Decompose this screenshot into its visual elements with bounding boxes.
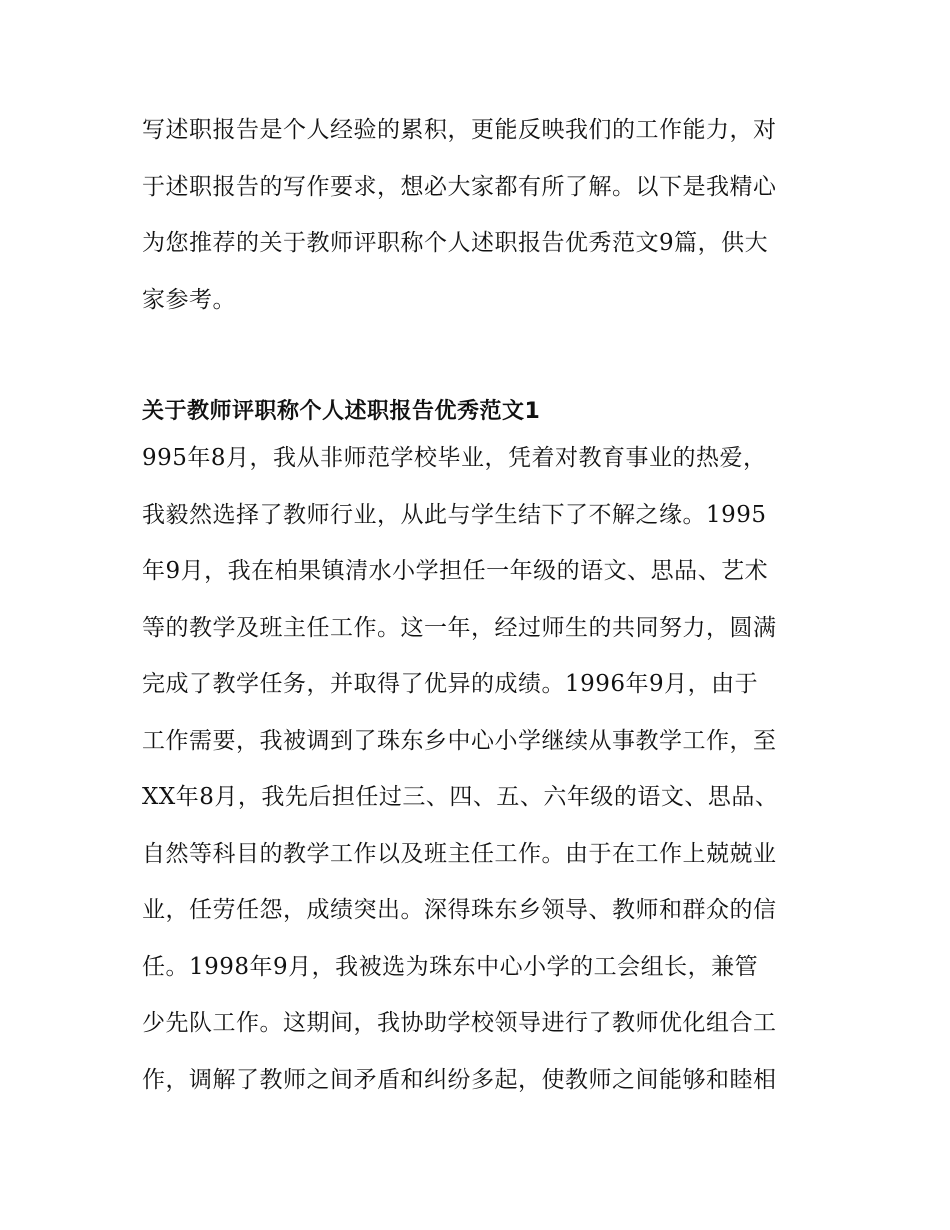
body-line: 作，调解了教师之间矛盾和纠纷多起，使教师之间能够和睦相 xyxy=(142,1066,777,1093)
body-line: 完成了教学任务，并取得了优异的成绩。1996年9月，由于 xyxy=(142,671,759,697)
intro-line: 写述职报告是个人经验的累积，更能反映我们的工作能力，对 xyxy=(142,117,777,143)
body-line: 业，任劳任怨，成绩突出。深得珠东乡领导、教师和群众的信 xyxy=(142,897,777,923)
body-line: 自然等科目的教学工作以及班主任工作。由于在工作上兢兢业 xyxy=(142,840,777,867)
body-line: 少先队工作。这期间，我协助学校领导进行了教师优化组合工 xyxy=(142,1010,777,1036)
body-line: 等的教学及班主任工作。这一年，经过师生的共同努力，圆满 xyxy=(142,614,777,641)
body-line: 我毅然选择了教师行业，从此与学生结下了不解之缘。1995 xyxy=(142,501,767,528)
body-line: 工作需要，我被调到了珠东乡中心小学继续从事教学工作，至 xyxy=(142,727,777,754)
body-line: 年9月，我在柏果镇清水小学担任一年级的语文、思品、艺术 xyxy=(142,558,769,584)
body-line: 任。1998年9月，我被选为珠东中心小学的工会组长，兼管 xyxy=(142,953,759,980)
body-line: 995年8月，我从非师范学校毕业，凭着对教育事业的热爱， xyxy=(142,445,767,471)
body-line: XX年8月，我先后担任过三、四、五、六年级的语文、思品、 xyxy=(142,784,779,810)
intro-line: 为您推荐的关于教师评职称个人述职报告优秀范文9篇，供大 xyxy=(142,230,769,256)
section-heading: 关于教师评职称个人述职报告优秀范文1 xyxy=(142,399,541,424)
intro-line: 于述职报告的写作要求，想必大家都有所了解。以下是我精心 xyxy=(142,173,777,200)
intro-paragraph xyxy=(142,102,822,328)
section-body-paragraph xyxy=(142,430,822,1108)
intro-line: 家参考。 xyxy=(142,286,236,313)
